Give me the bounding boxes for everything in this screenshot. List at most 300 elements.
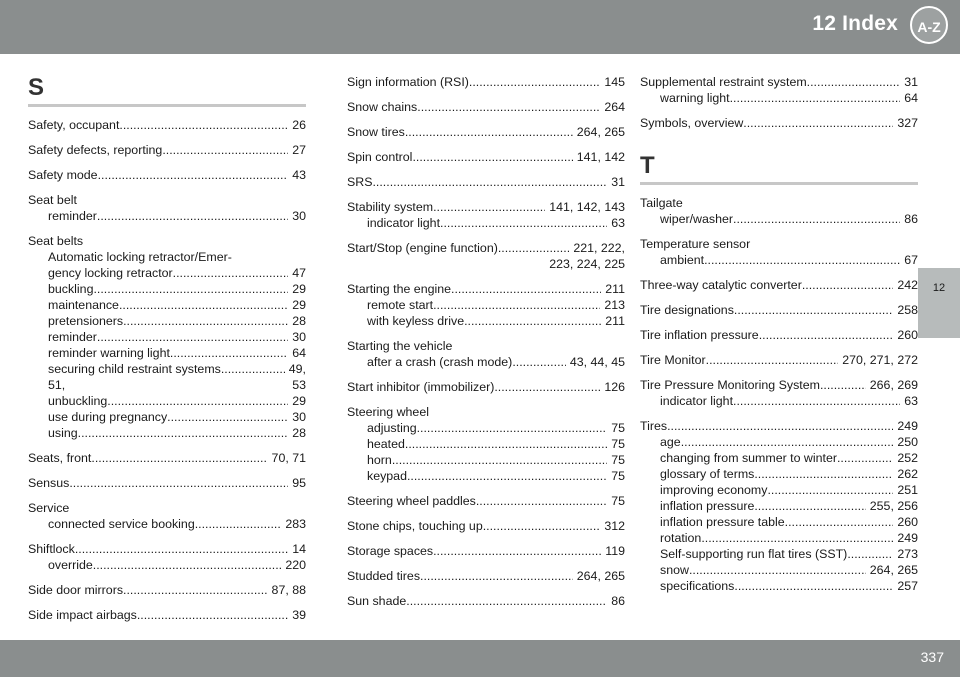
page-reference[interactable]: 29: [292, 298, 306, 312]
page-reference[interactable]: 75: [611, 421, 625, 435]
index-term: [347, 149, 625, 165]
page-reference[interactable]: 258: [897, 303, 918, 317]
dot-leader: [91, 450, 267, 466]
index-subentry: [640, 562, 918, 578]
dot-leader: [195, 516, 282, 532]
page-reference[interactable]: 67: [904, 253, 918, 267]
index-term: [347, 240, 625, 256]
page-reference[interactable]: 87, 88: [271, 583, 306, 597]
index-entry: [347, 149, 625, 165]
page-reference[interactable]: 249: [897, 419, 918, 433]
index-term: [28, 142, 306, 158]
chapter-tab-label: 12: [932, 282, 946, 294]
index-subentry: [28, 377, 306, 393]
entry-text: Side impact airbags: [28, 608, 137, 622]
entry-text: after a crash (crash mode): [367, 355, 513, 369]
page-footer: [0, 640, 960, 677]
entry-text: Starting the vehicle: [347, 339, 453, 353]
entry-text: reminder warning light: [48, 346, 170, 360]
index-subentry: [28, 281, 306, 297]
dot-leader: [97, 208, 288, 224]
entry-text: remote start: [367, 298, 434, 312]
entry-text: horn: [367, 453, 392, 467]
entry-text: Snow chains: [347, 100, 418, 114]
page-reference[interactable]: 43: [292, 168, 306, 182]
entry-text: ambient: [660, 253, 705, 267]
index-term: [347, 256, 625, 272]
index-term: [640, 377, 918, 393]
index-subentry: [347, 313, 625, 329]
dot-leader: [820, 377, 866, 393]
index-entry: [347, 199, 625, 231]
entry-text: Service: [28, 501, 70, 515]
index-entry: [347, 404, 625, 484]
page-reference[interactable]: 75: [611, 453, 625, 467]
page-reference[interactable]: 29: [292, 394, 306, 408]
page-reference[interactable]: 213: [604, 298, 625, 312]
entry-text: Safety, occupant: [28, 118, 120, 132]
entry-text: snow: [660, 563, 689, 577]
dot-leader: [440, 215, 607, 231]
index-term: [347, 338, 625, 354]
dot-leader: [433, 297, 600, 313]
az-index-icon: A-Z: [910, 6, 948, 44]
page-reference[interactable]: 221, 222,: [573, 241, 625, 255]
dot-leader: [433, 199, 545, 215]
entry-text: improving economy: [660, 483, 768, 497]
page-reference[interactable]: 75: [611, 437, 625, 451]
dot-leader: [162, 142, 288, 158]
index-subentry: [347, 420, 625, 436]
page-reference[interactable]: 26: [292, 118, 306, 132]
index-subentry: [28, 393, 306, 409]
page-reference[interactable]: 64: [904, 91, 918, 105]
page-reference[interactable]: 249: [897, 531, 918, 545]
entry-text: indicator light: [660, 394, 734, 408]
dot-leader: [733, 211, 900, 227]
page-reference[interactable]: 29: [292, 282, 306, 296]
index-term: [28, 117, 306, 133]
dot-leader: [406, 593, 607, 609]
page-reference[interactable]: 255, 256: [869, 499, 918, 513]
index-entry: [347, 493, 625, 509]
index-entry: [347, 281, 625, 329]
index-entry: [28, 475, 306, 491]
page-reference[interactable]: 251: [897, 483, 918, 497]
index-entry: [640, 277, 918, 293]
index-term: [28, 475, 306, 491]
chapter-title: 12 Index: [812, 12, 898, 35]
page-reference[interactable]: 126: [604, 380, 625, 394]
index-term: [640, 195, 918, 211]
entry-text: Sun shade: [347, 594, 407, 608]
index-subentry: [28, 208, 306, 224]
index-subentry: [28, 516, 306, 532]
page-reference[interactable]: 49,: [288, 362, 306, 376]
index-entry: [347, 74, 625, 90]
dot-leader: [433, 543, 601, 559]
entry-text: Safety defects, reporting: [28, 143, 163, 157]
index-subentry: [640, 466, 918, 482]
dot-leader: [734, 302, 893, 318]
entry-text: Steering wheel paddles: [347, 494, 476, 508]
entry-text: Safety mode: [28, 168, 98, 182]
dot-leader: [706, 352, 839, 368]
index-term: [640, 352, 918, 368]
page-reference[interactable]: 86: [904, 212, 918, 226]
index-term: [347, 124, 625, 140]
dot-leader: [476, 493, 607, 509]
entry-text: Seats, front: [28, 451, 92, 465]
chapter-tab[interactable]: [918, 268, 960, 338]
index-subentry: [640, 90, 918, 106]
entry-text: with keyless drive: [367, 314, 465, 328]
page-reference[interactable]: 264, 265: [576, 125, 625, 139]
entry-text: reminder: [48, 209, 97, 223]
index-entry: [640, 327, 918, 343]
index-entry: [347, 99, 625, 115]
index-entry: [28, 500, 306, 532]
index-entry: [347, 518, 625, 534]
dot-leader: [167, 409, 288, 425]
page-reference[interactable]: 141, 142: [576, 150, 625, 164]
index-subentry: [28, 313, 306, 329]
page-reference[interactable]: 30: [292, 330, 306, 344]
entry-text: securing child restraint systems: [48, 362, 221, 376]
index-entry: [347, 543, 625, 559]
entry-text: glossary of terms: [660, 467, 755, 481]
dot-leader: [97, 329, 288, 345]
entry-text: Automatic locking retractor/Emer-: [48, 250, 232, 264]
index-subentry: [640, 578, 918, 594]
index-entry: [28, 450, 306, 466]
entry-text: reminder: [48, 330, 97, 344]
index-entry: [28, 117, 306, 133]
dot-leader: [75, 541, 288, 557]
dot-leader: [469, 74, 600, 90]
entry-text: Tire Monitor: [640, 353, 706, 367]
dot-leader: [807, 74, 901, 90]
index-subentry: [640, 434, 918, 450]
index-term: [640, 115, 918, 131]
page-reference[interactable]: 30: [292, 209, 306, 223]
page-reference[interactable]: 145: [604, 75, 625, 89]
index-subentry: [640, 530, 918, 546]
dot-leader: [107, 393, 288, 409]
entry-text: Sign information (RSI): [347, 75, 469, 89]
entry-text: Steering wheel: [347, 405, 429, 419]
letter-divider: [640, 182, 918, 185]
letter-divider: [28, 104, 306, 107]
entry-text: using: [48, 426, 78, 440]
index-entry: [640, 195, 918, 227]
page-reference[interactable]: 260: [897, 515, 918, 529]
index-subentry: [28, 265, 306, 281]
index-subentry: [640, 498, 918, 514]
page-reference[interactable]: 95: [292, 476, 306, 490]
index-entry: [640, 115, 918, 131]
index-term: [347, 593, 625, 609]
entry-text: Snow tires: [347, 125, 405, 139]
index-entry: [28, 582, 306, 598]
page-reference[interactable]: 27: [292, 143, 306, 157]
index-entry: [28, 142, 306, 158]
index-subentry: [28, 557, 306, 573]
page-reference[interactable]: 312: [604, 519, 625, 533]
page-reference[interactable]: 327: [897, 116, 918, 130]
page-reference[interactable]: 39: [292, 608, 306, 622]
index-column-2: [347, 74, 625, 618]
index-term: [347, 493, 625, 509]
entry-text: connected service booking: [48, 517, 195, 531]
index-entry: [640, 74, 918, 106]
index-term: [347, 199, 625, 215]
index-entry: [347, 174, 625, 190]
entry-text: 51,: [48, 378, 66, 392]
page-reference[interactable]: 270, 271, 272: [842, 353, 918, 367]
index-subentry: [28, 329, 306, 345]
entry-text: Tire designations: [640, 303, 734, 317]
index-subentry: [347, 297, 625, 313]
index-term: [347, 568, 625, 584]
section-spacer: [640, 140, 918, 152]
page-reference[interactable]: 14: [292, 542, 306, 556]
index-term: [28, 541, 306, 557]
index-subentry: [640, 393, 918, 409]
dot-leader: [498, 240, 569, 256]
page-number: 337: [920, 649, 944, 665]
page-reference[interactable]: 211: [605, 282, 625, 296]
dot-leader: [420, 568, 573, 584]
dot-leader: [681, 434, 894, 450]
entry-text: adjusting: [367, 421, 417, 435]
index-subentry: [347, 354, 625, 370]
page-reference[interactable]: 223, 224, 225: [549, 257, 625, 271]
page-reference[interactable]: 260: [897, 328, 918, 342]
entry-text: maintenance: [48, 298, 119, 312]
page-reference[interactable]: 220: [285, 558, 306, 572]
dot-leader: [372, 174, 607, 190]
index-entry: [347, 124, 625, 140]
entry-text: override: [48, 558, 93, 572]
dot-leader: [701, 530, 893, 546]
entry-text: SRS: [347, 175, 373, 189]
page-reference[interactable]: 141, 142, 143: [549, 200, 625, 214]
entry-text: Seat belt: [28, 193, 77, 207]
page-reference[interactable]: 31: [611, 175, 625, 189]
dot-leader: [847, 546, 893, 562]
dot-leader: [69, 475, 288, 491]
page-reference[interactable]: 252: [897, 451, 918, 465]
page-reference[interactable]: 63: [904, 394, 918, 408]
letter-heading: S: [28, 74, 45, 101]
entry-text: use during pregnancy: [48, 410, 168, 424]
dot-leader: [743, 115, 893, 131]
dot-leader: [405, 124, 573, 140]
letter-heading-block: [640, 152, 918, 185]
index-subentry: [640, 450, 918, 466]
index-term: [347, 281, 625, 297]
entry-text: Symbols, overview: [640, 116, 744, 130]
entry-text: Self-supporting run flat tires (SST): [660, 547, 848, 561]
dot-leader: [734, 578, 893, 594]
page-reference[interactable]: 31: [904, 75, 918, 89]
index-term: [640, 277, 918, 293]
page-reference[interactable]: 257: [897, 579, 918, 593]
index-term: [347, 543, 625, 559]
page-reference[interactable]: 119: [605, 544, 625, 558]
letter-heading: T: [640, 152, 655, 179]
dot-leader: [137, 607, 288, 623]
index-entry: [347, 338, 625, 370]
entry-text: Shiftlock: [28, 542, 75, 556]
entry-text: Tires: [640, 419, 668, 433]
dot-leader: [405, 436, 607, 452]
dot-leader: [483, 518, 601, 534]
dot-leader: [754, 498, 865, 514]
entry-text: Start inhibitor (immobilizer): [347, 380, 495, 394]
entry-text: heated: [367, 437, 405, 451]
index-subentry: [347, 452, 625, 468]
entry-text: warning light: [660, 91, 730, 105]
index-entry: [28, 167, 306, 183]
entry-text: Spin control: [347, 150, 413, 164]
dot-leader: [785, 514, 894, 530]
index-subentry: [640, 211, 918, 227]
index-subentry: [640, 252, 918, 268]
page-reference[interactable]: 264, 265: [869, 563, 918, 577]
index-term: [347, 74, 625, 90]
index-term: [347, 518, 625, 534]
entry-text: gency locking retractor: [48, 266, 173, 280]
entry-text: specifications: [660, 579, 735, 593]
dot-leader: [689, 562, 866, 578]
dot-leader: [759, 327, 894, 343]
entry-text: Stability system: [347, 200, 434, 214]
entry-text: pretensioners: [48, 314, 124, 328]
page-reference[interactable]: 250: [897, 435, 918, 449]
index-subentry: [347, 215, 625, 231]
dot-leader: [494, 379, 600, 395]
entry-text: Tire inflation pressure: [640, 328, 759, 342]
entry-text: rotation: [660, 531, 702, 545]
index-entry: [347, 240, 625, 272]
page-reference[interactable]: 30: [292, 410, 306, 424]
page-reference[interactable]: 266, 269: [869, 378, 918, 392]
dot-leader: [93, 281, 288, 297]
entry-text: Start/Stop (engine function): [347, 241, 498, 255]
dot-leader: [407, 468, 607, 484]
index-column-1: [28, 74, 306, 632]
entry-text: Seat belts: [28, 234, 84, 248]
index-term: [28, 607, 306, 623]
index-subentry: [28, 425, 306, 441]
dot-leader: [93, 557, 282, 573]
dot-leader: [170, 345, 288, 361]
dot-leader: [802, 277, 893, 293]
dot-leader: [123, 582, 268, 598]
index-term: [640, 236, 918, 252]
entry-text: Three-way catalytic converter: [640, 278, 802, 292]
page-reference[interactable]: 262: [897, 467, 918, 481]
index-entry: [28, 607, 306, 623]
page-reference[interactable]: 264, 265: [576, 569, 625, 583]
index-entry: [347, 593, 625, 609]
page-reference[interactable]: 63: [611, 216, 625, 230]
entry-text: Side door mirrors: [28, 583, 124, 597]
page-reference[interactable]: 273: [897, 547, 918, 561]
index-subentry: [640, 546, 918, 562]
dot-leader: [464, 313, 601, 329]
page-reference[interactable]: 47: [292, 266, 306, 280]
entry-text: inflation pressure: [660, 499, 755, 513]
page-reference[interactable]: 283: [285, 517, 306, 531]
page-reference[interactable]: 28: [292, 314, 306, 328]
dot-leader: [754, 466, 893, 482]
index-entry: [28, 233, 306, 441]
index-subentry: [28, 345, 306, 361]
page-reference[interactable]: 211: [605, 314, 625, 328]
dot-leader: [767, 482, 893, 498]
page-reference[interactable]: 70, 71: [271, 451, 306, 465]
index-term: [640, 418, 918, 434]
dot-leader: [119, 117, 288, 133]
entry-text: Stone chips, touching up: [347, 519, 483, 533]
entry-text: buckling: [48, 282, 94, 296]
index-subentry: [28, 297, 306, 313]
entry-text: indicator light: [367, 216, 441, 230]
entry-text: wiper/washer: [660, 212, 733, 226]
index-term: [640, 302, 918, 318]
dot-leader: [512, 354, 566, 370]
index-subentry: [347, 436, 625, 452]
index-term: [347, 379, 625, 395]
index-subentry: [640, 514, 918, 530]
index-column-3: [640, 74, 918, 603]
entry-text: Sensus: [28, 476, 70, 490]
index-entry: [640, 236, 918, 268]
index-entry: [640, 352, 918, 368]
index-entry: [640, 418, 918, 594]
page-reference[interactable]: 53: [292, 378, 306, 392]
index-entry: [28, 541, 306, 573]
index-term: [28, 233, 306, 249]
letter-heading-block: [28, 74, 306, 107]
index-term: [347, 404, 625, 420]
index-term: [347, 99, 625, 115]
dot-leader: [837, 450, 893, 466]
dot-leader: [173, 265, 289, 281]
dot-leader: [98, 167, 289, 183]
index-term: [28, 500, 306, 516]
page-reference[interactable]: 75: [611, 469, 625, 483]
index-term: [640, 74, 918, 90]
page-reference[interactable]: 242: [897, 278, 918, 292]
dot-leader: [123, 313, 288, 329]
dot-leader: [417, 420, 608, 436]
index-entry: [347, 568, 625, 584]
dot-leader: [730, 90, 901, 106]
page-reference[interactable]: 64: [292, 346, 306, 360]
page-reference[interactable]: 28: [292, 426, 306, 440]
page-reference[interactable]: 86: [611, 594, 625, 608]
page-reference[interactable]: 264: [604, 100, 625, 114]
page-reference[interactable]: 75: [611, 494, 625, 508]
page-reference[interactable]: 43, 44, 45: [569, 355, 625, 369]
index-term: [347, 174, 625, 190]
entry-text: Starting the engine: [347, 282, 452, 296]
entry-text: changing from summer to winter: [660, 451, 837, 465]
